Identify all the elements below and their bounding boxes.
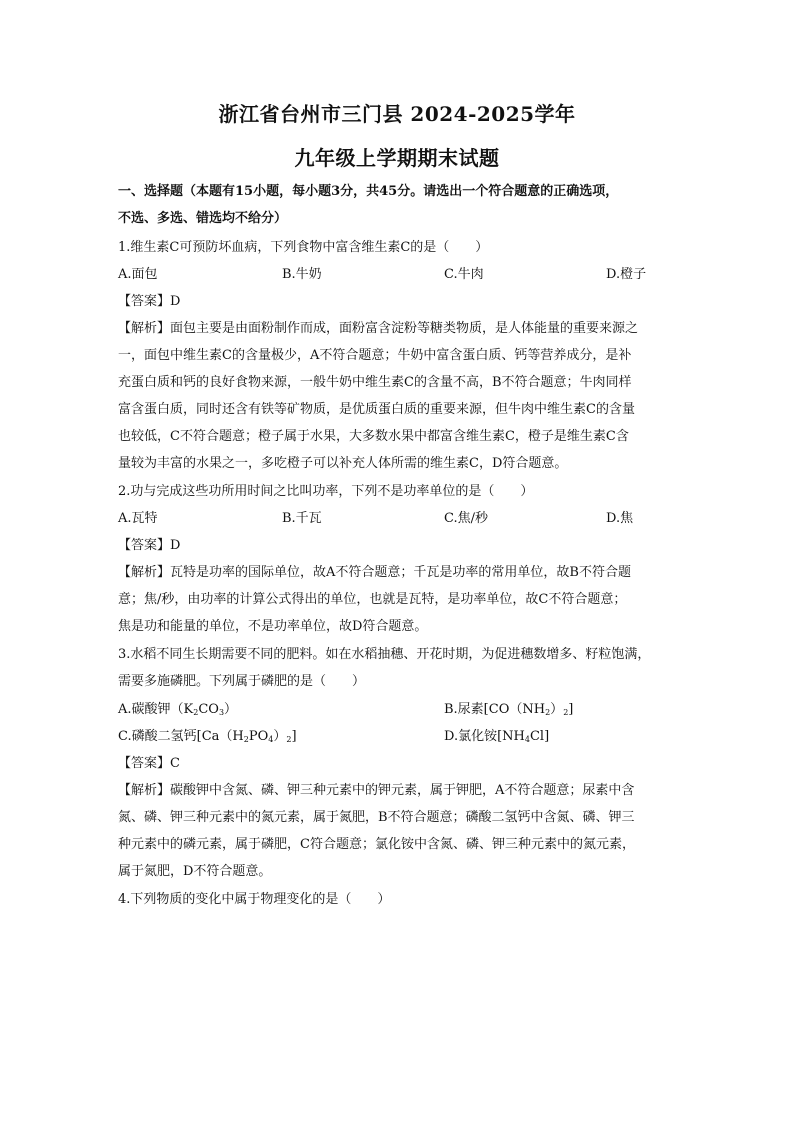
q1-analysis-line: 充蛋白质和钙的良好食物来源，一般牛奶中维生素C的含量不高，B不符合题意；牛肉同样 [118,375,632,390]
q1-option-b: B.牛奶 [282,267,322,282]
q3-stem-line: 需要多施磷肥。下列属于磷肥的是（ ） [118,674,366,689]
q3-analysis-line: 属于氮肥，D不符合题意。 [118,864,272,879]
q1-option-d: D.橙子 [606,267,647,282]
q2-option-a: A.瓦特 [118,511,158,526]
q3-option-b: B.尿素$[CO(NH_2)_2]$ [444,702,574,717]
section-header-line-1: 一、选择题（本题有15小题，每小题3分，共45分。请选出一个符合题意的正确选项， [118,184,619,199]
q1-option-c: C.牛肉 [444,267,484,282]
q1-answer: 【答案】D [118,294,181,309]
q2-option-d: D.焦 [606,511,634,526]
q3-option-d: D.氯化铵$[NH_4Cl]$ [444,729,550,744]
q3-analysis-line: 种元素中的磷元素，属于磷肥，C符合题意；氯化铵中含氮、磷、钾三种元素中的氮元素， [118,837,635,852]
q3-analysis-line: 氮、磷、钾三种元素中的氮元素，属于氮肥，B不符合题意；磷酸二氢钙中含氮、磷、钾三 [118,810,635,825]
q1-analysis-line: 富含蛋白质，同时还含有铁等矿物质，是优质蛋白质的重要来源，但牛肉中维生素C的含量 [118,402,635,417]
q1-analysis-line: 也较低，C不符合题意；橙子属于水果，大多数水果中都富含维生素C，橙子是维生素C含 [118,429,629,444]
q1-analysis-line: 【解析】面包主要是由面粉制作而成，面粉富含淀粉等糖类物质，是人体能量的重要来源之 [118,321,639,336]
exam-title: 浙江省台州市三门县 2024-2025学年 [218,102,576,126]
q4-stem: 4.下列物质的变化中属于物理变化的是（ ） [118,892,391,907]
q3-analysis-line: 【解析】碳酸钾中含氮、磷、钾三种元素中的钾元素，属于钾肥，A不符合题意；尿素中含 [118,783,635,798]
q3-stem-line: 3.水稻不同生长期需要不同的肥料。如在水稻抽穗、开花时期，为促进穗数增多、籽粒饱满， [118,647,651,662]
q3-answer: 【答案】C [118,756,180,771]
exam-subtitle: 九年级上学期期末试题 [294,146,500,170]
q2-option-b: B.千瓦 [282,511,322,526]
q2-answer: 【答案】D [118,538,181,553]
q2-stem: 2.功与完成这些功所用时间之比叫功率，下列不是功率单位的是（ ） [118,484,534,499]
q2-analysis-line: 焦是功和能量的单位，不是功率单位，故D符合题意。 [118,619,428,634]
q1-analysis-line: 一，面包中维生素C的含量极少，A不符合题意；牛奶中富含蛋白质、钙等营养成分，是补 [118,348,632,363]
q1-stem: 1.维生素C可预防坏血病，下列食物中富含维生素C的是（ ） [118,240,489,255]
q1-analysis-line: 量较为丰富的水果之一，多吃橙子可以补充人体所需的维生素C，D符合题意。 [118,456,568,471]
q2-analysis-line: 【解析】瓦特是功率的国际单位，故A不符合题意；千瓦是功率的常用单位，故B不符合题 [118,565,631,580]
q3-option-a: A.碳酸钾$(K_2CO_3)$ [118,702,238,717]
q3-option-c: C.磷酸二氢钙$[Ca(H_2PO_4)_2]$ [118,729,297,744]
q1-option-a: A.面包 [118,267,158,282]
q2-option-c: C.焦/秒 [444,511,488,526]
section-header-line-2: 不选、多选、错选均不给分） [118,211,288,226]
q2-analysis-line: 意；焦/秒，由功率的计算公式得出的单位，也就是瓦特，是功率单位，故C不符合题意； [118,592,627,607]
